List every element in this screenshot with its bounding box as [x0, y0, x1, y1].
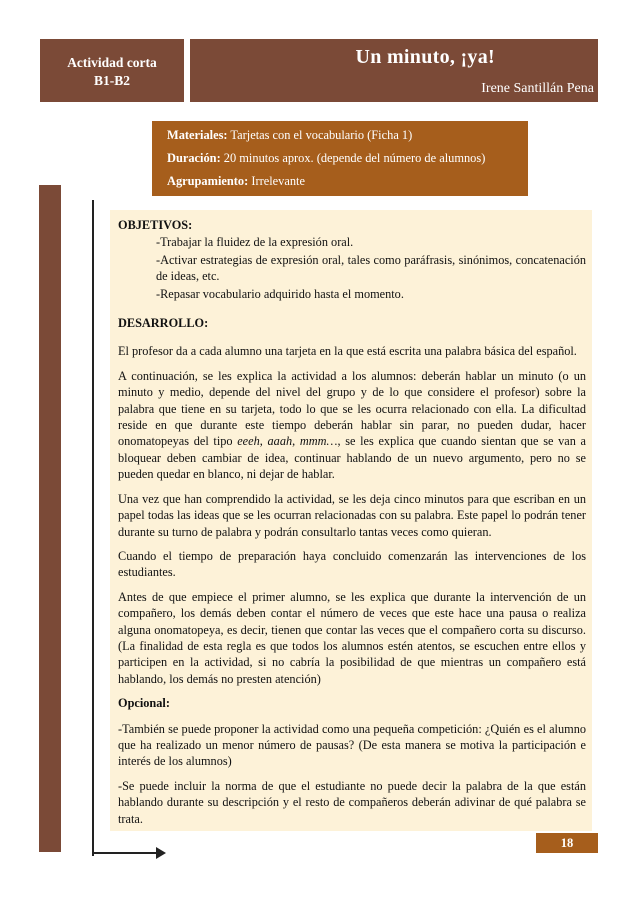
development-paragraph: Cuando el tiempo de preparación haya concluido comenzarán las intervenciones de los estudiantes.	[118, 548, 586, 580]
paragraph-text: , se les explica que cuando sientan que se van a bloquear deben cambiar de idea, continuar hablando de un nuevo argumento, pero no se pueden quedar en blanco, ni dejar de hablar.	[118, 434, 587, 482]
duration-line	[167, 147, 528, 170]
objectives-heading: OBJETIVOS:	[118, 218, 193, 232]
separator: ,	[292, 434, 300, 449]
optional-paragraph: -También se puede proponer la actividad como una pequeña competición: ¿Quién es el alumno que ha realizado un menor número de pausas? (De esta manera se motiva la participación e interés de los alumnos)	[118, 721, 586, 769]
separator: ,	[259, 434, 268, 449]
objective-item: -Trabajar la fluidez de la expresión oral.	[156, 235, 354, 250]
grouping-line	[167, 170, 528, 193]
activity-type: Actividad corta	[67, 55, 157, 70]
development-paragraph: El profesor da a cada alumno una tarjeta en la que está escrita una palabra básica del español.	[118, 344, 577, 359]
level-box	[40, 39, 184, 102]
materials-label: Materiales:	[167, 128, 228, 142]
development-heading: DESARROLLO:	[118, 316, 209, 331]
page-number: 18	[536, 833, 598, 853]
development-paragraph: Una vez que han comprendido la actividad, se les deja cinco minutos para que escriban en un papel todas las ideas que se les ocurran relacionadas con su palabra. Este papel lo podrán tener durante su turno de palabra y podrán consultarlo tantas veces como quieran.	[118, 491, 586, 539]
decorative-horizontal-line	[93, 852, 159, 854]
optional-heading: Opcional:	[118, 696, 170, 711]
objective-item: -Activar estrategias de expresión oral, tales como paráfrasis, sinónimos, concatenación de ideas, etc.	[156, 252, 586, 284]
development-paragraph: Antes de que empiece el primer alumno, se les explica que durante la intervención de un compañero, los demás deben contar el número de veces que este hace una pausa o realiza alguna onomatopeya, es decir, tienen que contar las veces que el compañero corta su discurso. (La finalidad de esta regla es que todos los alumnos estén atentos, se escuchen entre ellos y participen en la actividad, si no cabría la posibilidad de que mientras un compañero está hablando, los demás no presten atención)	[118, 589, 586, 686]
arrow-right-icon	[156, 847, 166, 859]
duration-value: 20 minutos aprox. (depende del número de alumnos)	[220, 151, 486, 165]
materials-line	[167, 124, 528, 147]
duration-label: Duración:	[167, 151, 221, 165]
grouping-label: Agrupamiento:	[167, 174, 249, 188]
onomatopoeia-example: aaah	[267, 434, 293, 449]
level-label: B1-B2	[93, 73, 130, 88]
decorative-side-bar	[39, 185, 61, 852]
materials-box	[152, 121, 528, 196]
title-banner	[190, 39, 598, 102]
grouping-value: Irrelevante	[248, 174, 305, 188]
author-name: Irene Santillán Pena	[481, 81, 594, 96]
paragraph-text: A continuación, se les explica la actividad a los alumnos: deberán hablar un minuto (o un minuto y medio, depende del nivel del grupo y de lo que considere el profesor) sobre la palabra que tiene en su tarjeta, todo lo que se les ocurra relacionado con ella. La dificultad reside en que durante este tiempo deberán hablar sin parar, no pueden dudar, hacer onomatopeyas del tipo	[118, 368, 586, 449]
objective-item: -Repasar vocabulario adquirido hasta el momento.	[156, 286, 404, 301]
content-box	[110, 210, 592, 831]
materials-value: Tarjetas con el vocabulario (Ficha 1)	[227, 128, 413, 142]
onomatopoeia-example: eeeh	[237, 434, 260, 449]
development-paragraph	[118, 368, 586, 483]
decorative-vertical-line	[92, 200, 94, 856]
page-title: Un minuto, ¡ya!	[355, 46, 495, 68]
optional-paragraph: -Se puede incluir la norma de que el estudiante no puede decir la palabra de la que están hablando durante su descripción y el resto de compañeros deberán adivinar de qué palabra se trata.	[118, 778, 586, 826]
onomatopoeia-example: mmm…	[299, 434, 338, 449]
